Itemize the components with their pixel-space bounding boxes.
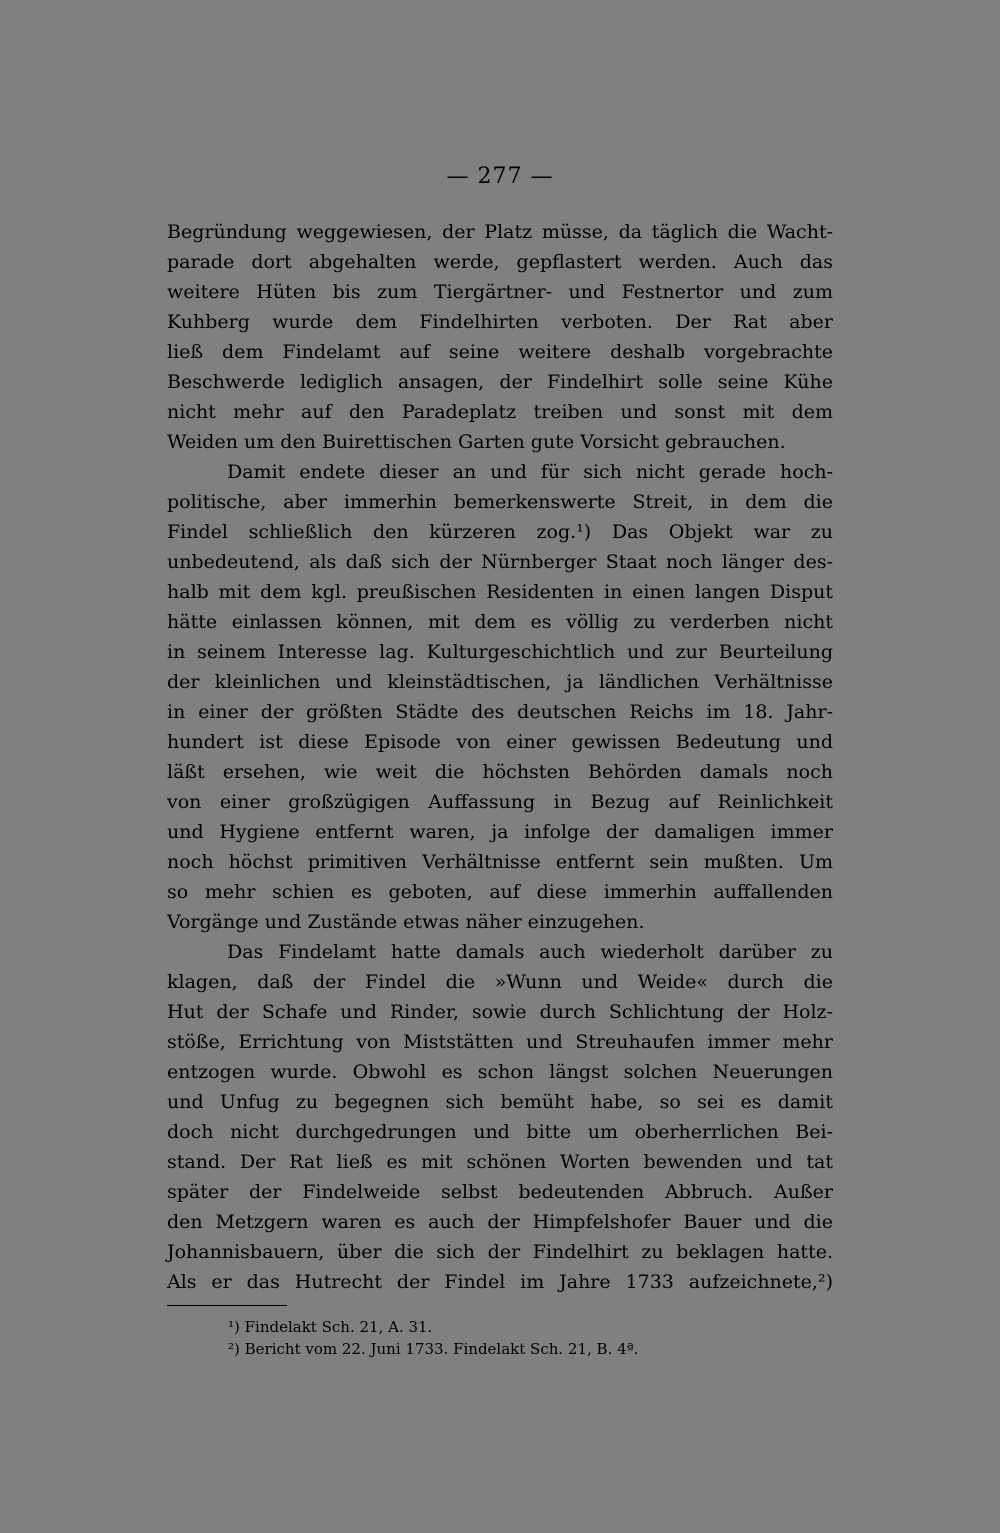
text-line: Damit endete dieser an und für sich nicht gerade hoch- (227, 461, 833, 483)
text-line: den Metzgern waren es auch der Himpfelshofer Bauer und die (167, 1211, 833, 1233)
text-line: noch höchst primitiven Verhältnisse entfernt sein mußten. Um (167, 851, 833, 873)
text-line: weitere Hüten bis zum Tiergärtner- und Festnertor und zum (167, 281, 833, 303)
text-line: Weiden um den Buirettischen Garten gute Vorsicht gebrauchen. (167, 431, 786, 453)
text-line: stöße, Errichtung von Miststätten und Streuhaufen immer mehr (167, 1031, 833, 1053)
text-line: und Hygiene entfernt waren, ja infolge der damaligen immer (167, 821, 833, 843)
text-line: von einer großzügigen Auffassung in Bezug auf Reinlichkeit (167, 791, 833, 813)
text-line: Als er das Hutrecht der Findel im Jahre 1733 aufzeichnete,²) (167, 1271, 833, 1293)
text-line: Findel schließlich den kürzeren zog.¹) Das Objekt war zu (167, 521, 833, 543)
text-line: Vorgänge und Zustände etwas näher einzugehen. (167, 911, 645, 933)
text-line: so mehr schien es geboten, auf diese immerhin auffallenden (167, 881, 833, 903)
text-line: der kleinlichen und kleinstädtischen, ja ländlichen Verhältnisse (167, 671, 833, 693)
footnote-2: ²) Bericht vom 22. Juni 1733. Findelakt Sch. 21, B. 4ª. (228, 1340, 639, 1358)
footnote-divider (167, 1305, 287, 1306)
text-line: nicht mehr auf den Paradeplatz treiben und sonst mit dem (167, 401, 833, 423)
text-line: parade dort abgehalten werde, gepflastert werden. Auch das (167, 251, 833, 273)
text-line: hätte einlassen können, mit dem es völlig zu verderben nicht (167, 611, 833, 633)
text-line: Das Findelamt hatte damals auch wiederholt darüber zu (227, 941, 833, 963)
text-line: politische, aber immerhin bemerkenswerte Streit, in dem die (167, 491, 833, 513)
text-line: doch nicht durchgedrungen und bitte um oberherrlichen Bei- (167, 1121, 833, 1143)
text-line: klagen, daß der Findel die »Wunn und Weide« durch die (167, 971, 833, 993)
text-line: entzogen wurde. Obwohl es schon längst solchen Neuerungen (167, 1061, 833, 1083)
body-text (167, 217, 833, 1297)
text-line: halb mit dem kgl. preußischen Residenten in einen langen Disput (167, 581, 833, 603)
text-line: Johannisbauern, über die sich der Findelhirt zu beklagen hatte. (167, 1241, 833, 1263)
text-line: später der Findelweide selbst bedeutenden Abbruch. Außer (167, 1181, 833, 1203)
text-line: Begründung weggewiesen, der Platz müsse, da täglich die Wacht- (167, 221, 833, 243)
text-line: hundert ist diese Episode von einer gewissen Bedeutung und (167, 731, 833, 753)
text-line: in einer der größten Städte des deutschen Reichs im 18. Jahr- (167, 701, 833, 723)
text-line: in seinem Interesse lag. Kulturgeschichtlich und zur Beurteilung (167, 641, 833, 663)
text-line: Beschwerde lediglich ansagen, der Findelhirt solle seine Kühe (167, 371, 833, 393)
text-line: stand. Der Rat ließ es mit schönen Worten bewenden und tat (167, 1151, 833, 1173)
text-line: und Unfug zu begegnen sich bemüht habe, so sei es damit (167, 1091, 833, 1113)
page-number: — 277 — (446, 164, 554, 189)
text-line: unbedeutend, als daß sich der Nürnberger Staat noch länger des- (167, 551, 833, 573)
text-line: Hut der Schafe und Rinder, sowie durch Schlichtung der Holz- (167, 1001, 833, 1023)
footnotes (228, 1316, 639, 1360)
text-line: ließ dem Findelamt auf seine weitere deshalb vorgebrachte (167, 341, 833, 363)
text-line: läßt ersehen, wie weit die höchsten Behörden damals noch (167, 761, 833, 783)
footnote-1: ¹) Findelakt Sch. 21, A. 31. (228, 1318, 433, 1336)
text-line: Kuhberg wurde dem Findelhirten verboten. Der Rat aber (167, 311, 833, 333)
